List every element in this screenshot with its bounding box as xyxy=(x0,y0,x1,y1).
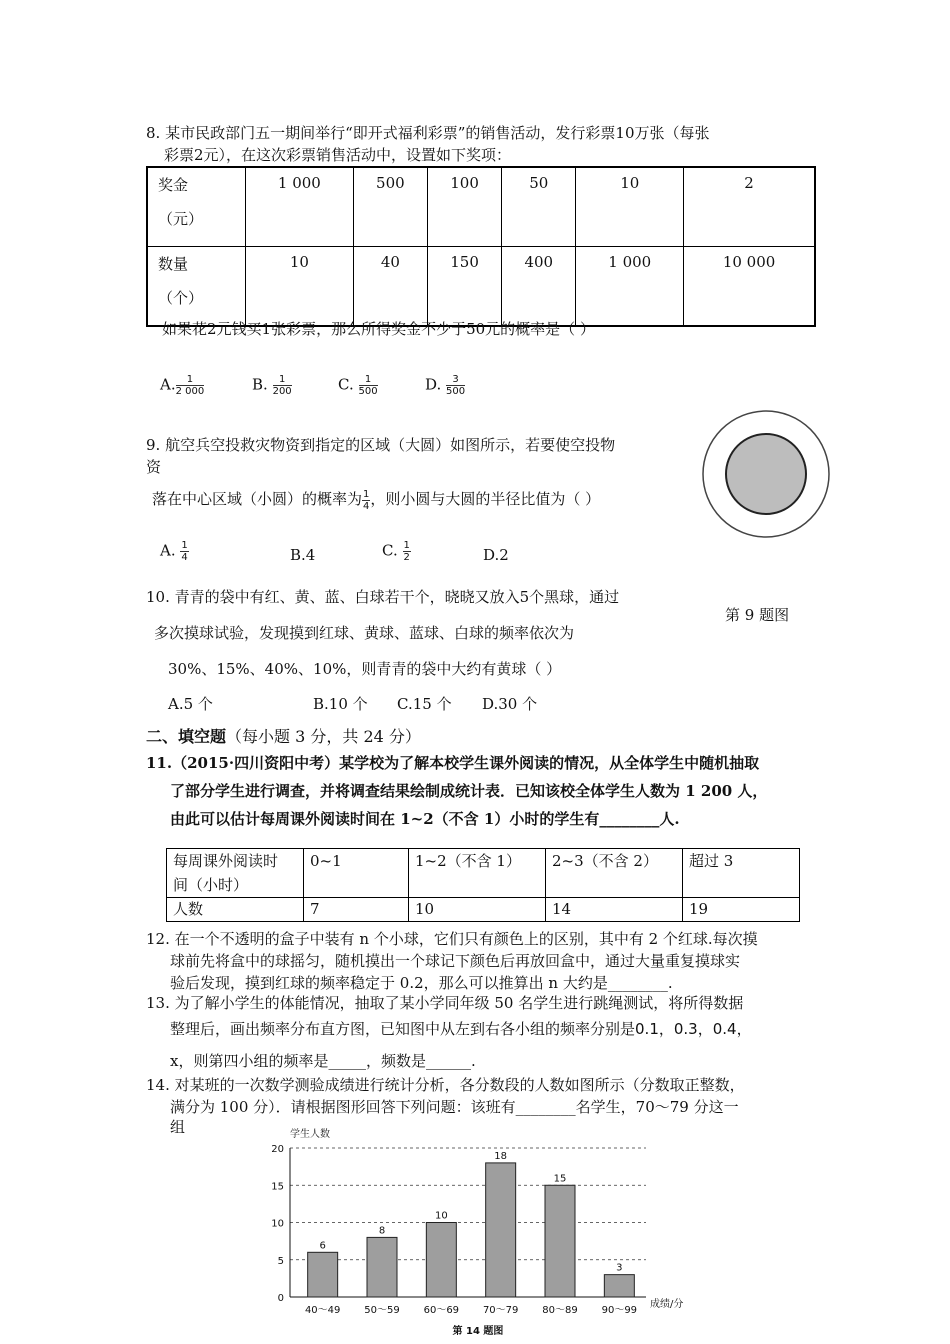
q9-line1: 9. 航空兵空投救灾物资到指定的区域（大圆）如图所示，若要使空投物 xyxy=(146,436,616,454)
q10-option-d: D.30 个 xyxy=(482,695,538,713)
q11-line2: 了部分学生进行调查，并将调查结果绘制成统计表．已知该校全体学生人数为 1 200 人， xyxy=(170,782,768,800)
column-header: 超过 3 xyxy=(683,849,800,898)
table-cell: 100 xyxy=(427,167,501,247)
small-circle xyxy=(726,434,806,514)
reading-time-table xyxy=(166,848,800,922)
fig9-caption: 第 9 题图 xyxy=(725,606,790,624)
q10-option-b: B.10 个 xyxy=(313,695,368,713)
column-header: 0~1 xyxy=(304,849,409,898)
q8-question: 如果花2元钱买1张彩票，那么所得奖金不少于50元的概率是（ ） xyxy=(162,320,595,338)
data-label: 18 xyxy=(494,1150,508,1162)
data-label: 6 xyxy=(319,1240,326,1252)
q8-option-c: C. $\frac{1}{500}$ xyxy=(338,374,378,397)
q14-line2: 满分为 100 分）．请根据图形回答下列问题：该班有________名学生，70～79 分这一 xyxy=(170,1098,739,1116)
row-header: 数量 （个） xyxy=(147,247,246,327)
y-tick-label: 20 xyxy=(271,1144,284,1155)
table-row xyxy=(147,247,815,327)
q13-line2: 整理后，画出频率分布直方图，已知图中从左到右各小组的频率分别是0.1，0.3，0.4， xyxy=(170,1020,752,1038)
bar xyxy=(545,1185,575,1297)
chart-caption: 第 14 题图 xyxy=(452,1326,504,1337)
bar xyxy=(426,1223,456,1298)
q8-line2: 彩票2元），在这次彩票销售活动中，设置如下奖项： xyxy=(164,146,512,164)
data-label: 8 xyxy=(378,1225,386,1237)
x-tick-label: 70～79 xyxy=(482,1305,519,1316)
table-row xyxy=(147,167,815,247)
prize-table xyxy=(146,166,816,327)
y-tick-label: 10 xyxy=(271,1218,284,1230)
table-cell: 14 xyxy=(546,898,683,922)
x-tick-label: 60～69 xyxy=(423,1305,460,1316)
q10-line3: 30%、15%、40%、10%，则青青的袋中大约有黄球（ ） xyxy=(168,660,562,678)
q9-option-c: C. $\frac{1}{2}$ xyxy=(382,540,410,563)
q14-line3: 组 xyxy=(170,1118,186,1136)
bar xyxy=(308,1252,338,1297)
q8-option-d: D. $\frac{3}{500}$ xyxy=(425,374,466,397)
table-cell: 10 000 xyxy=(684,247,815,327)
q9-option-d: D.2 xyxy=(483,546,509,564)
table-cell: 400 xyxy=(502,247,576,327)
q8-option-a: A. $\frac{1}{2 000}$ xyxy=(160,374,205,397)
table-cell: 10 xyxy=(576,167,684,247)
x-tick-label: 40～49 xyxy=(304,1305,341,1316)
table-cell: 40 xyxy=(353,247,427,327)
q14-line1: 14. 对某班的一次数学测验成绩进行统计分析，各分数段的人数如图所示（分数取正整数， xyxy=(146,1076,745,1094)
data-label: 10 xyxy=(434,1210,448,1222)
q11-line3: 由此可以估计每周课外阅读时间在 1~2（不含 1）小时的学生有________人. xyxy=(170,810,680,828)
table-cell: 50 xyxy=(502,167,576,247)
x-tick-label: 50～59 xyxy=(364,1305,400,1316)
table-cell: 7 xyxy=(304,898,409,922)
table-cell: 10 xyxy=(409,898,546,922)
y-tick-label: 0 xyxy=(277,1293,284,1304)
table-cell: 500 xyxy=(353,167,427,247)
row-header: 人数 xyxy=(167,898,304,922)
table-cell: 1 000 xyxy=(246,167,354,247)
score-histogram xyxy=(258,1120,718,1340)
y-tick-label: 5 xyxy=(277,1255,284,1267)
data-label: 3 xyxy=(616,1262,623,1274)
q11-line1: 11.（2015·四川资阳中考）某学校为了解本校学生课外阅读的情况，从全体学生中随机抽取 xyxy=(146,754,760,772)
q9-option-b: B.4 xyxy=(290,546,316,564)
table-cell: 2 xyxy=(684,167,815,247)
q9-line3: 落在中心区域（小圆）的概率为 $\frac{1}{4}$ ，则小圆与大圆的半径比值为（ ） xyxy=(152,488,601,512)
table-cell: 19 xyxy=(683,898,800,922)
table-row xyxy=(167,849,800,898)
q13-line3: x，则第四小组的频率是_____，频数是______. xyxy=(170,1052,476,1070)
q8-option-b: B. $\frac{1}{200}$ xyxy=(252,374,292,397)
x-tick-label: 90～99 xyxy=(601,1305,638,1316)
row-header: 奖金 （元） xyxy=(147,167,246,247)
q13-line1: 13. 为了解小学生的体能情况，抽取了某小学同年级 50 名学生进行跳绳测试，将所得数据 xyxy=(146,994,744,1012)
q10-line1: 10. 青青的袋中有红、黄、蓝、白球若干个，晓晓又放入5个黑球，通过 xyxy=(146,588,620,606)
q10-option-c: C.15 个 xyxy=(397,695,452,713)
y-tick-label: 15 xyxy=(271,1181,284,1193)
y-axis-label: 学生人数 xyxy=(290,1129,330,1140)
x-tick-label: 80～89 xyxy=(542,1305,578,1316)
q12-line2: 球前先将盒中的球摇匀，随机摸出一个球记下颜色后再放回盒中，通过大量重复摸球实 xyxy=(170,952,741,970)
q12-line3: 验后发现，摸到红球的频率稳定于 0.2，那么可以推算出 n 大约是________. xyxy=(170,974,673,992)
column-header: 2~3（不含 2） xyxy=(546,849,683,898)
column-header: 1~2（不含 1） xyxy=(409,849,546,898)
q9-option-a: A. $\frac{1}{4}$ xyxy=(160,540,188,563)
q9-line2: 资 xyxy=(146,458,162,476)
q8-line1: 8. 某市民政部门五一期间举行“即开式福利彩票”的销售活动，发行彩票10万张（每张 xyxy=(146,124,710,142)
concentric-circles-figure xyxy=(700,408,832,540)
table-row xyxy=(167,898,800,922)
q10-line2: 多次摸球试验，发现摸到红球、黄球、蓝球、白球的频率依次为 xyxy=(154,624,575,642)
bar xyxy=(604,1275,634,1297)
data-label: 15 xyxy=(553,1173,567,1185)
column-header: 每周课外阅读时 间（小时） xyxy=(167,849,304,898)
table-cell: 1 000 xyxy=(576,247,684,327)
bar xyxy=(486,1163,516,1297)
x-axis-label: 成绩/分 xyxy=(650,1299,684,1310)
q10-option-a: A.5 个 xyxy=(168,695,213,713)
section-heading: 二、填空题（每小题 3 分，共 24 分） xyxy=(146,727,421,746)
table-cell: 150 xyxy=(427,247,501,327)
table-cell: 10 xyxy=(246,247,354,327)
bar xyxy=(367,1237,397,1297)
q12-line1: 12. 在一个不透明的盒子中装有 n 个小球，它们只有颜色上的区别，其中有 2 个红球.每次摸 xyxy=(146,930,758,948)
